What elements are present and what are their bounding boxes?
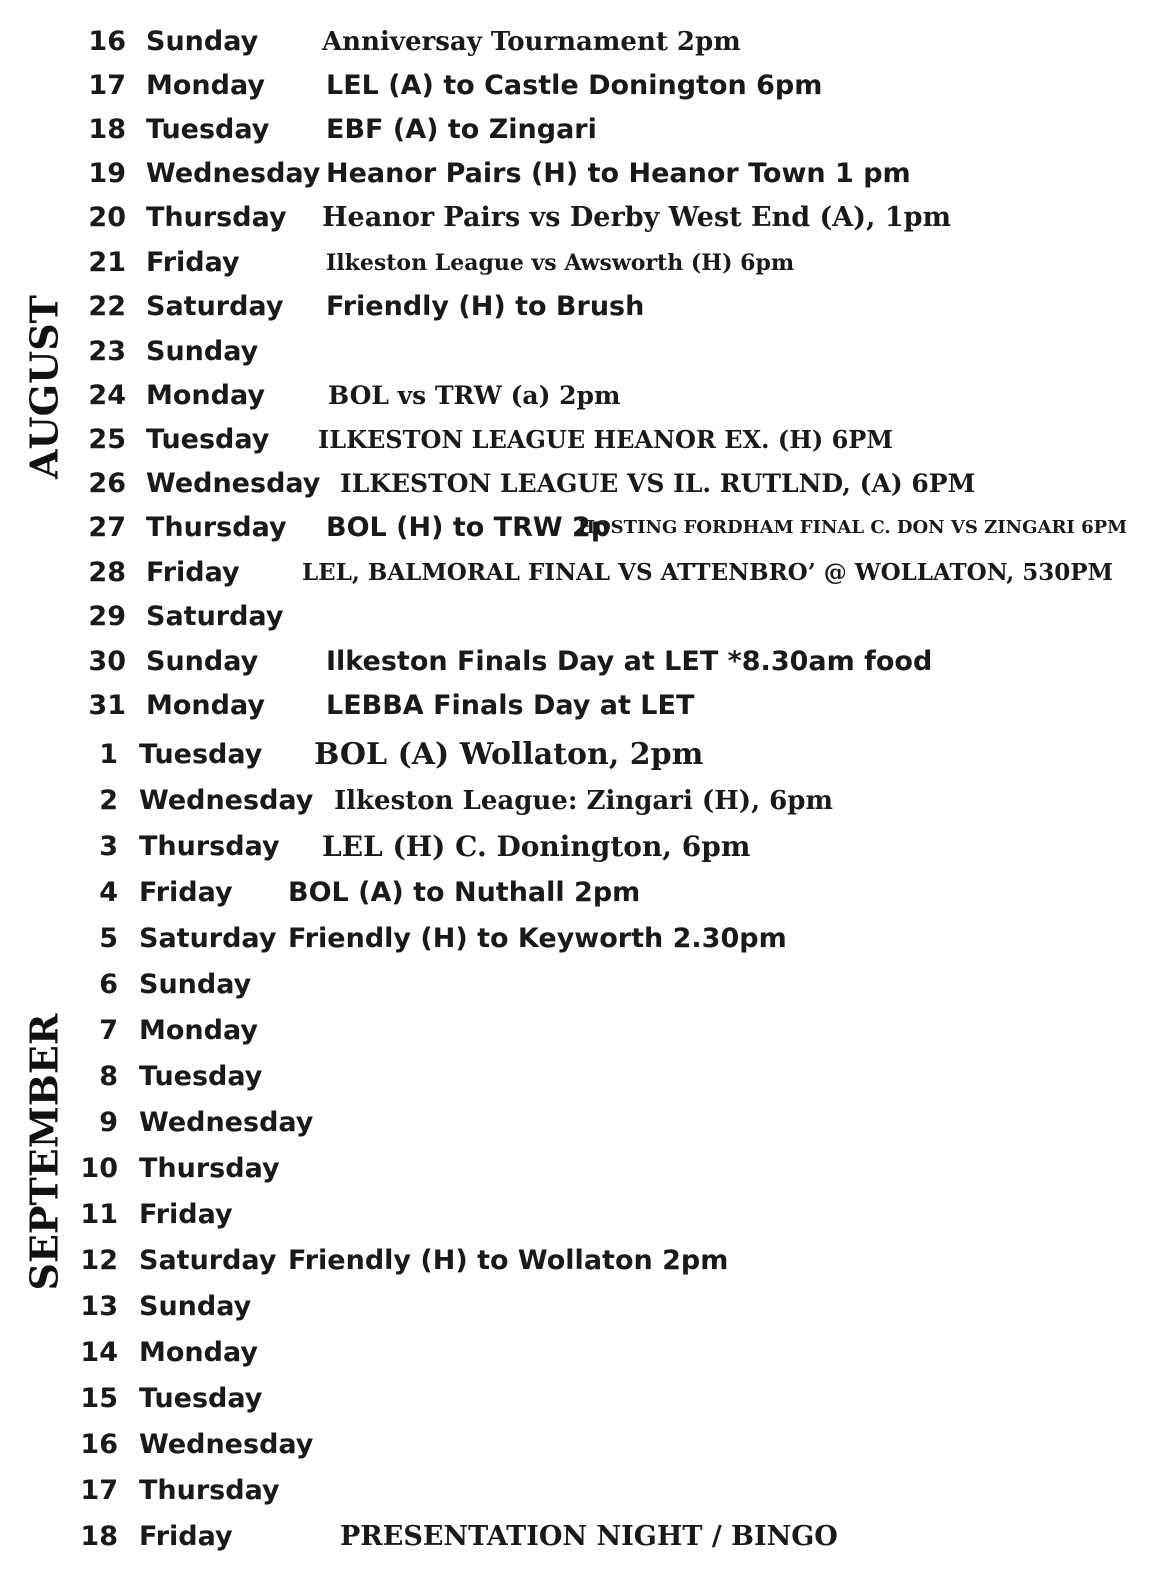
date-number: 8 bbox=[99, 1061, 118, 1092]
date-number: 3 bbox=[99, 831, 118, 862]
weekday: Wednesday bbox=[139, 785, 314, 816]
schedule-row-august-19 bbox=[0, 152, 1167, 196]
date-number: 4 bbox=[99, 877, 118, 908]
event-text: LEBBA Finals Day at LET bbox=[326, 690, 695, 721]
date-number: 11 bbox=[80, 1199, 118, 1230]
schedule-row-september-13 bbox=[0, 1285, 1167, 1329]
schedule-row-august-20 bbox=[0, 196, 1167, 240]
schedule-row-september-15 bbox=[0, 1377, 1167, 1421]
schedule-row-august-16 bbox=[0, 20, 1167, 64]
event-text-secondary: HOSTING FORDHAM FINAL C. DON VS ZINGARI 6PM bbox=[578, 517, 1128, 538]
weekday: Thursday bbox=[146, 512, 287, 543]
date-number: 31 bbox=[88, 690, 126, 721]
schedule-row-september-7 bbox=[0, 1009, 1167, 1053]
schedule-row-september-18 bbox=[0, 1515, 1167, 1559]
event-text: LEL, BALMORAL FINAL VS ATTENBRO’ @ WOLLATON, 530PM bbox=[302, 559, 1114, 586]
event-text: Friendly (H) to Wollaton 2pm bbox=[288, 1245, 729, 1276]
weekday: Monday bbox=[146, 690, 265, 721]
schedule-row-september-4 bbox=[0, 871, 1167, 915]
weekday: Monday bbox=[146, 380, 265, 411]
event-text: Heanor Pairs (H) to Heanor Town 1 pm bbox=[326, 158, 911, 189]
date-number: 1 bbox=[99, 739, 118, 770]
event-text: Anniversay Tournament 2pm bbox=[322, 27, 741, 57]
month-label-september: SEPTEMBER bbox=[21, 1013, 67, 1291]
weekday: Sunday bbox=[139, 969, 252, 1000]
weekday: Tuesday bbox=[146, 424, 270, 455]
weekday: Thursday bbox=[146, 202, 287, 233]
date-number: 16 bbox=[88, 26, 126, 57]
schedule-row-august-23 bbox=[0, 330, 1167, 374]
event-text: BOL (A) to Nuthall 2pm bbox=[288, 877, 641, 908]
event-text: PRESENTATION NIGHT / BINGO bbox=[340, 1521, 838, 1552]
weekday: Sunday bbox=[139, 1291, 252, 1322]
schedule-row-august-25 bbox=[0, 418, 1167, 462]
schedule-row-september-10 bbox=[0, 1147, 1167, 1191]
date-number: 5 bbox=[99, 923, 118, 954]
date-number: 19 bbox=[88, 158, 126, 189]
weekday: Sunday bbox=[146, 646, 259, 677]
schedule-row-september-1 bbox=[0, 733, 1167, 777]
weekday: Tuesday bbox=[139, 1061, 263, 1092]
weekday: Thursday bbox=[139, 831, 280, 862]
weekday: Friday bbox=[139, 1521, 233, 1552]
weekday: Friday bbox=[146, 247, 240, 278]
event-text: BOL (H) to TRW 2p bbox=[326, 512, 611, 543]
month-label-august: AUGUST bbox=[21, 295, 67, 479]
schedule-row-september-3 bbox=[0, 825, 1167, 869]
schedule-row-august-24 bbox=[0, 374, 1167, 418]
date-number: 27 bbox=[88, 512, 126, 543]
schedule-row-august-27 bbox=[0, 506, 1167, 550]
schedule-row-august-18 bbox=[0, 108, 1167, 152]
event-text: Friendly (H) to Keyworth 2.30pm bbox=[288, 923, 787, 954]
schedule-row-august-21 bbox=[0, 241, 1167, 285]
schedule-row-august-31 bbox=[0, 684, 1167, 728]
weekday: Saturday bbox=[139, 1245, 277, 1276]
date-number: 12 bbox=[80, 1245, 118, 1276]
date-number: 26 bbox=[88, 468, 126, 499]
event-text: BOL (A) Wollaton, 2pm bbox=[314, 737, 704, 772]
schedule-row-september-2 bbox=[0, 779, 1167, 823]
weekday: Sunday bbox=[146, 26, 259, 57]
schedule-row-september-16 bbox=[0, 1423, 1167, 1467]
weekday: Friday bbox=[146, 557, 240, 588]
date-number: 10 bbox=[80, 1153, 118, 1184]
weekday: Monday bbox=[146, 70, 265, 101]
date-number: 17 bbox=[88, 70, 126, 101]
event-text: Ilkeston League: Zingari (H), 6pm bbox=[334, 786, 833, 816]
event-text: Friendly (H) to Brush bbox=[326, 291, 645, 322]
date-number: 18 bbox=[80, 1521, 118, 1552]
weekday: Sunday bbox=[146, 336, 259, 367]
date-number: 18 bbox=[88, 114, 126, 145]
schedule-row-august-17 bbox=[0, 64, 1167, 108]
weekday: Wednesday bbox=[146, 158, 321, 189]
date-number: 6 bbox=[99, 969, 118, 1000]
weekday: Thursday bbox=[139, 1153, 280, 1184]
date-number: 17 bbox=[80, 1475, 118, 1506]
schedule-row-september-12 bbox=[0, 1239, 1167, 1283]
date-number: 9 bbox=[99, 1107, 118, 1138]
event-text: Heanor Pairs vs Derby West End (A), 1pm bbox=[322, 202, 952, 233]
date-number: 28 bbox=[88, 557, 126, 588]
weekday: Monday bbox=[139, 1337, 258, 1368]
weekday: Wednesday bbox=[139, 1107, 314, 1138]
event-text: Ilkeston League vs Awsworth (H) 6pm bbox=[326, 250, 795, 276]
event-text: BOL vs TRW (a) 2pm bbox=[328, 381, 621, 410]
date-number: 16 bbox=[80, 1429, 118, 1460]
schedule-row-september-11 bbox=[0, 1193, 1167, 1237]
schedule-row-september-14 bbox=[0, 1331, 1167, 1375]
date-number: 22 bbox=[88, 291, 126, 322]
weekday: Tuesday bbox=[146, 114, 270, 145]
schedule-row-august-30 bbox=[0, 640, 1167, 684]
date-number: 20 bbox=[88, 202, 126, 233]
date-number: 13 bbox=[80, 1291, 118, 1322]
schedule-row-september-9 bbox=[0, 1101, 1167, 1145]
date-number: 24 bbox=[88, 380, 126, 411]
date-number: 23 bbox=[88, 336, 126, 367]
event-text: ILKESTON LEAGUE HEANOR EX. (H) 6PM bbox=[318, 425, 893, 454]
date-number: 7 bbox=[99, 1015, 118, 1046]
weekday: Wednesday bbox=[139, 1429, 314, 1460]
schedule-row-august-29 bbox=[0, 595, 1167, 639]
schedule-row-august-22 bbox=[0, 285, 1167, 329]
schedule-row-september-5 bbox=[0, 917, 1167, 961]
date-number: 15 bbox=[80, 1383, 118, 1414]
event-text: LEL (H) C. Donington, 6pm bbox=[322, 830, 751, 863]
weekday: Saturday bbox=[146, 291, 284, 322]
event-text: LEL (A) to Castle Donington 6pm bbox=[326, 70, 823, 101]
date-number: 14 bbox=[80, 1337, 118, 1368]
weekday: Monday bbox=[139, 1015, 258, 1046]
weekday: Saturday bbox=[139, 923, 277, 954]
date-number: 29 bbox=[88, 601, 126, 632]
date-number: 25 bbox=[88, 424, 126, 455]
weekday: Tuesday bbox=[139, 1383, 263, 1414]
weekday: Saturday bbox=[146, 601, 284, 632]
weekday: Thursday bbox=[139, 1475, 280, 1506]
weekday: Friday bbox=[139, 1199, 233, 1230]
date-number: 2 bbox=[99, 785, 118, 816]
event-text: Ilkeston Finals Day at LET *8.30am food bbox=[326, 646, 933, 677]
schedule-row-september-6 bbox=[0, 963, 1167, 1007]
weekday: Tuesday bbox=[139, 739, 263, 770]
schedule-row-september-17 bbox=[0, 1469, 1167, 1513]
schedule-row-september-8 bbox=[0, 1055, 1167, 1099]
weekday: Friday bbox=[139, 877, 233, 908]
date-number: 30 bbox=[88, 646, 126, 677]
event-text: ILKESTON LEAGUE VS IL. RUTLND, (A) 6PM bbox=[340, 469, 976, 498]
date-number: 21 bbox=[88, 247, 126, 278]
weekday: Wednesday bbox=[146, 468, 321, 499]
schedule-row-august-28 bbox=[0, 551, 1167, 595]
schedule-row-august-26 bbox=[0, 462, 1167, 506]
event-text: EBF (A) to Zingari bbox=[326, 114, 597, 145]
